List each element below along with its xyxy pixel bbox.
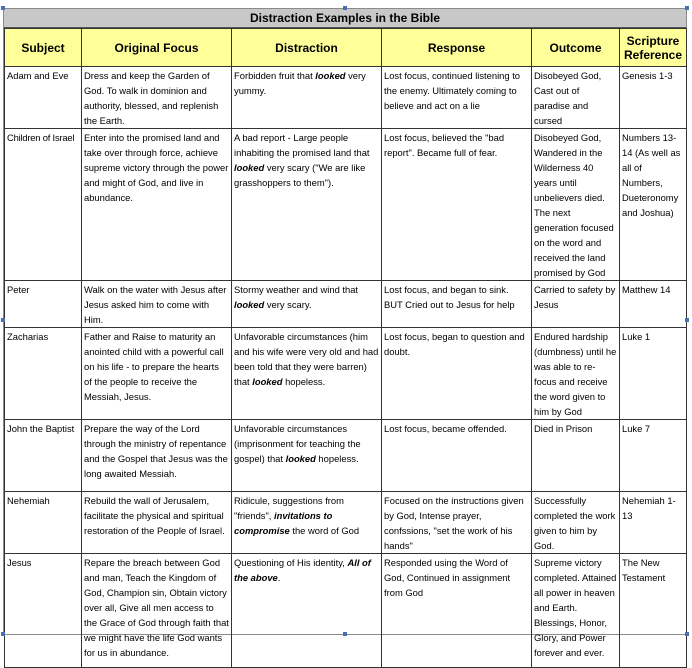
cell-distraction: Stormy weather and wind that looked very scary. xyxy=(232,281,382,328)
cell-subject: Jesus xyxy=(5,554,82,668)
resize-handle-left[interactable] xyxy=(1,318,5,322)
cell-focus: Father and Raise to maturity an anointed child with a powerful call on his life - to prepare the hearts of the people to receive the Messiah, Jesus. xyxy=(82,328,232,420)
table-row xyxy=(5,281,687,328)
cell-subject: Peter xyxy=(5,281,82,328)
cell-response: Lost focus, continued listening to the enemy. Ultimately coming to believe and act on a lie xyxy=(382,67,532,129)
table-row xyxy=(5,328,687,420)
resize-handle-top-left[interactable] xyxy=(1,6,5,10)
header-row xyxy=(5,29,687,67)
cell-distraction: Forbidden fruit that looked very yummy. xyxy=(232,67,382,129)
cell-scripture: Matthew 14 xyxy=(620,281,687,328)
cell-subject: Nehemiah xyxy=(5,492,82,554)
cell-scripture: Luke 1 xyxy=(620,328,687,420)
cell-distraction: Questioning of His identity, All of the above. xyxy=(232,554,382,668)
cell-response: Responded using the Word of God, Continued in assignment from God xyxy=(382,554,532,668)
cell-outcome: Carried to safety by Jesus xyxy=(532,281,620,328)
cell-subject: Children of Israel xyxy=(5,129,82,281)
cell-scripture: Numbers 13-14 (As well as all of Numbers, Dueteronomy and Joshua) xyxy=(620,129,687,281)
cell-scripture: Genesis 1-3 xyxy=(620,67,687,129)
resize-handle-right[interactable] xyxy=(685,318,689,322)
cell-scripture: The New Testament xyxy=(620,554,687,668)
table-row xyxy=(5,129,687,281)
table-row xyxy=(5,492,687,554)
cell-focus: Enter into the promised land and take over through force, achieve supreme victory through the power and might of God, and live in abundance. xyxy=(82,129,232,281)
header-response: Response xyxy=(382,29,532,67)
cell-response: Lost focus, began to question and doubt. xyxy=(382,328,532,420)
cell-focus: Repare the breach between God and man, Teach the Kingdom of God, Champion sin, Obtain victory over all, Give all men access to the Grace of God through faith that we might have the life God wants for us in abundance. xyxy=(82,554,232,668)
header-outcome: Outcome xyxy=(532,29,620,67)
header-subject: Subject xyxy=(5,29,82,67)
cell-focus: Walk on the water with Jesus after Jesus asked him to come with Him. xyxy=(82,281,232,328)
cell-response: Lost focus, and began to sink. BUT Cried out to Jesus for help xyxy=(382,281,532,328)
cell-outcome: Disobeyed God, Cast out of paradise and cursed xyxy=(532,67,620,129)
header-original-focus: Original Focus xyxy=(82,29,232,67)
resize-handle-bottom-left[interactable] xyxy=(1,632,5,636)
cell-scripture: Luke 7 xyxy=(620,420,687,492)
cell-response: Lost focus, believed the "bad report". Became full of fear. xyxy=(382,129,532,281)
table-row xyxy=(5,554,687,668)
cell-subject: Adam and Eve xyxy=(5,67,82,129)
table-title: Distraction Examples in the Bible xyxy=(4,9,686,28)
resize-handle-bottom-right[interactable] xyxy=(685,632,689,636)
cell-outcome: Supreme victory completed. Attained all power in heaven and Earth. Blessings, Honor, Glory, and Power forever and ever. xyxy=(532,554,620,668)
cell-outcome: Successfully completed the work given to him by God. xyxy=(532,492,620,554)
cell-distraction: Ridicule, suggestions from "friends", invitations to compromise the word of God xyxy=(232,492,382,554)
cell-outcome: Endured hardship (dumbness) until he was able to re-focus and receive the word given to him by God xyxy=(532,328,620,420)
cell-focus: Prepare the way of the Lord through the ministry of repentance and the Gospel that Jesus was the long awaited Messiah. xyxy=(82,420,232,492)
cell-outcome: Disobeyed God, Wandered in the Wilderness 40 years until unbelievers died. The next generation focused on the word and received the land promised by God xyxy=(532,129,620,281)
resize-handle-bottom[interactable] xyxy=(343,632,347,636)
cell-subject: Zacharias xyxy=(5,328,82,420)
table-row xyxy=(5,420,687,492)
header-scripture-reference: Scripture Reference xyxy=(620,29,687,67)
table-frame xyxy=(3,8,687,658)
cell-focus: Dress and keep the Garden of God. To walk in dominion and authority, blessed, and replenish the Earth. xyxy=(82,67,232,129)
distraction-table xyxy=(4,28,687,668)
cell-response: Focused on the instructions given by God, Intense prayer, confssions, "set the work of his hands" xyxy=(382,492,532,554)
cell-subject: John the Baptist xyxy=(5,420,82,492)
cell-distraction: Unfavorable circumstances (him and his wife were very old and had been told that they were barren) that looked hopeless. xyxy=(232,328,382,420)
cell-response: Lost focus, became offended. xyxy=(382,420,532,492)
table-row xyxy=(5,67,687,129)
resize-handle-top[interactable] xyxy=(343,6,347,10)
cell-scripture: Nehemiah 1-13 xyxy=(620,492,687,554)
cell-distraction: Unfavorable circumstances (imprisonment for teaching the gospel) that looked hopeless. xyxy=(232,420,382,492)
header-distraction: Distraction xyxy=(232,29,382,67)
cell-focus: Rebuild the wall of Jerusalem, facilitate the physical and spiritual restoration of the People of Israel. xyxy=(82,492,232,554)
cell-outcome: Died in Prison xyxy=(532,420,620,492)
cell-distraction: A bad report - Large people inhabiting the promised land that looked very scary ("We are like grasshoppers to them"). xyxy=(232,129,382,281)
resize-handle-top-right[interactable] xyxy=(685,6,689,10)
